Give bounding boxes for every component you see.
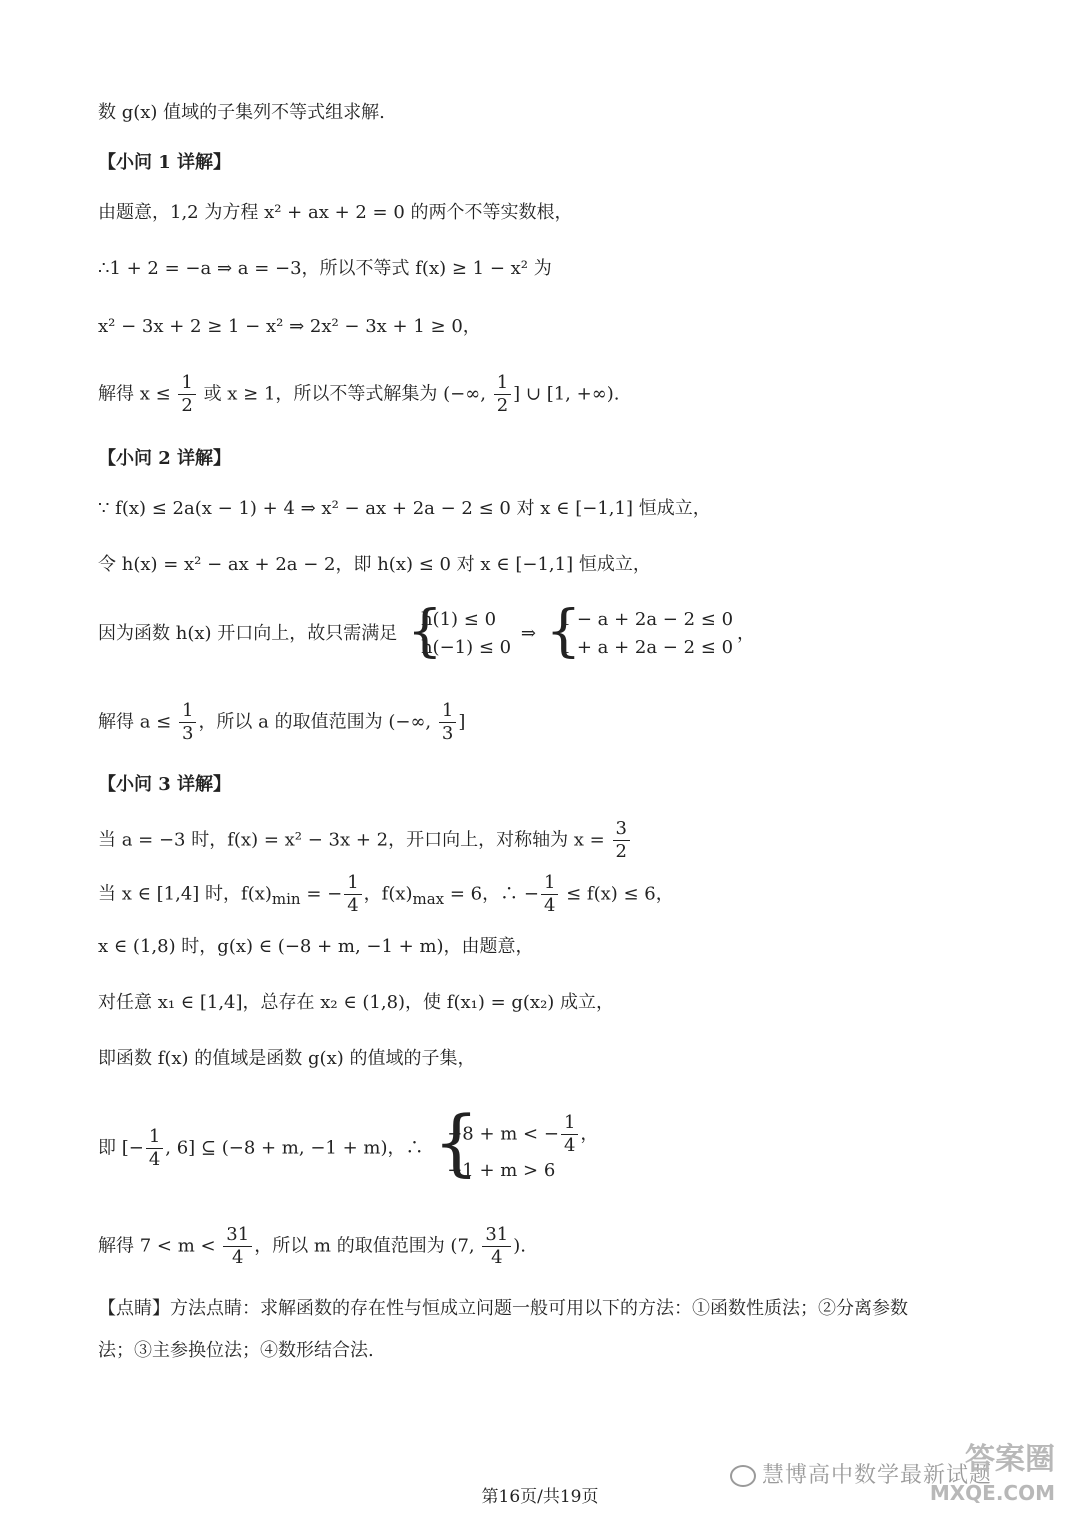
section-heading: [98, 444, 1010, 474]
line-text: 对任意 x₁ ∈ [1,4]，总存在 x₂ ∈ (1,8)，使 f(x₁) = g(x₂) 成立，: [98, 992, 615, 1013]
fraction-denominator: 4: [563, 1135, 576, 1156]
line-text: x ∈ (1,8) 时，g(x) ∈ (−8 + m, −1 + m)，由题意，: [98, 936, 534, 957]
fraction-numerator: 1: [146, 1126, 163, 1149]
fraction-numerator: 1: [179, 700, 196, 723]
fraction: [613, 818, 630, 863]
fraction-numerator: 1: [439, 700, 456, 723]
text-line: [98, 372, 1010, 417]
fraction: [482, 1224, 511, 1269]
line-text: 即函数 f(x) 的值域是函数 g(x) 的值域的子集，: [98, 1048, 476, 1069]
inequality-system: [433, 1100, 599, 1185]
line-text: 即 [−: [98, 1137, 144, 1159]
brace-glyph: {: [433, 1100, 480, 1184]
equation-system: [545, 599, 734, 664]
system-row-text: −8 + m < −: [447, 1123, 559, 1145]
line-text: 法；③主参换位法；④数形结合法.: [98, 1340, 374, 1361]
line-text: ，: [737, 623, 756, 644]
subscript: min: [271, 890, 301, 909]
fraction-denominator: 4: [347, 895, 359, 916]
brace-glyph: {: [406, 599, 443, 664]
fraction-denominator: 3: [181, 723, 194, 744]
fraction-numerator: 3: [613, 818, 630, 841]
line-text: 解得 x ≤: [98, 383, 177, 405]
fraction-denominator: 3: [441, 723, 454, 744]
line-text: 当 a = −3 时，f(x) = x² − 3x + 2，开口向上，对称轴为 x =: [98, 829, 611, 851]
watermark-text: 慧博高中数学最新试题: [762, 1463, 993, 1488]
line-text: 【点睛】方法点睛：求解函数的存在性与恒成立问题一般可用以下的方法：①函数性质法；②分离参数: [98, 1298, 908, 1319]
logo-text: 答案圈: [965, 1442, 1055, 1477]
page-number: 第16页/共19页: [481, 1487, 599, 1507]
fraction-numerator: 1: [494, 372, 511, 395]
fraction: [179, 700, 196, 745]
text-line: [98, 312, 1010, 342]
line-text: 解得 a ≤: [98, 711, 177, 733]
fraction: [146, 1126, 163, 1171]
text-line: [98, 1224, 1010, 1269]
heading-text: 【小问 1 详解】: [98, 152, 232, 173]
line-text: 数 g(x) 值域的子集列不等式组求解.: [98, 102, 385, 123]
text-line: [98, 1044, 1010, 1074]
line-text: 由题意，1,2 为方程 x² + ax + 2 = 0 的两个不等实数根，: [98, 202, 573, 223]
fraction-denominator: 4: [148, 1149, 161, 1170]
line-text: x² − 3x + 2 ≥ 1 − x² ⇒ 2x² − 3x + 1 ≥ 0，: [98, 316, 481, 337]
text-line: [98, 1100, 1010, 1185]
fraction: [223, 1224, 252, 1269]
equation-system: [406, 599, 512, 664]
system-row: 1 + a + 2a − 2 ≤ 0: [559, 637, 734, 658]
line-text: = −: [300, 883, 343, 905]
fraction: [541, 872, 558, 917]
text-line: [98, 988, 1010, 1018]
fraction-denominator: 4: [491, 1247, 503, 1268]
text-line: [98, 494, 1010, 524]
text-line: [98, 818, 1010, 863]
text-line: [98, 1336, 1010, 1366]
implies-arrow: ⇒: [515, 623, 542, 644]
fraction-numerator: 31: [482, 1224, 511, 1247]
fraction-denominator: 2: [181, 395, 193, 416]
fraction: [344, 872, 361, 917]
line-text: ，所以 m 的取值范围为 (7,: [254, 1235, 481, 1257]
text-line: [98, 599, 1010, 664]
line-text: ∵ f(x) ≤ 2a(x − 1) + 4 ⇒ x² − ax + 2a − 2 ≤ 0 对 x ∈ [−1,1] 恒成立，: [98, 498, 711, 519]
fraction-numerator: 1: [541, 872, 558, 895]
section-heading: [98, 770, 1010, 800]
fraction-numerator: 1: [178, 372, 195, 395]
line-text: = 6，∴ −: [444, 883, 539, 905]
fraction: [439, 700, 456, 745]
fraction-denominator: 4: [543, 895, 556, 916]
text-line: [98, 700, 1010, 745]
system-row: 1 − a + 2a − 2 ≤ 0: [559, 609, 734, 630]
text-line: [98, 550, 1010, 580]
line-text: ] ∪ [1, +∞).: [513, 383, 620, 405]
subscript: max: [412, 890, 445, 909]
text-line: [98, 872, 1010, 917]
line-text: 令 h(x) = x² − ax + 2a − 2，即 h(x) ≤ 0 对 x ∈ [−1,1] 恒成立，: [98, 554, 651, 575]
system-row: h(1) ≤ 0: [420, 609, 497, 630]
fraction: [178, 372, 195, 417]
line-text: 或 x ≥ 1，所以不等式解集为 (−∞,: [197, 383, 492, 405]
heading-text: 【小问 2 详解】: [98, 448, 232, 469]
line-text: 解得 7 < m <: [98, 1235, 222, 1257]
logo-domain: MXQE.COM: [929, 1481, 1055, 1505]
system-row-text: ，: [580, 1123, 599, 1145]
line-text: ]: [458, 711, 466, 733]
line-text: ≤ f(x) ≤ 6，: [560, 883, 674, 905]
line-text: , 6] ⊆ (−8 + m, −1 + m)，∴: [165, 1137, 424, 1159]
text-line: [98, 98, 1010, 128]
fraction: [494, 372, 511, 417]
system-row: h(−1) ≤ 0: [420, 637, 512, 658]
line-text: 当 x ∈ [1,4] 时，f(x): [98, 883, 272, 905]
fraction-numerator: 31: [223, 1224, 252, 1247]
fraction-denominator: 2: [496, 395, 509, 416]
text-line: [98, 254, 1010, 284]
text-line: [98, 198, 1010, 228]
section-heading: [98, 148, 1010, 178]
brace-glyph: {: [545, 599, 582, 664]
line-text: ，所以 a 的取值范围为 (−∞,: [198, 711, 437, 733]
fraction: [561, 1112, 578, 1157]
text-line: [98, 1294, 1010, 1324]
line-text: ，f(x): [363, 883, 413, 905]
line-text: 因为函数 h(x) 开口向上，故只需满足: [98, 623, 398, 644]
text-line: [98, 932, 1010, 962]
fraction-numerator: 1: [344, 872, 361, 895]
line-text: ∴1 + 2 = −a ⇒ a = −3，所以不等式 f(x) ≥ 1 − x² 为: [98, 258, 552, 279]
heading-text: 【小问 3 详解】: [98, 774, 232, 795]
fraction-numerator: 1: [561, 1112, 578, 1135]
line-text: ).: [513, 1235, 527, 1257]
fraction-denominator: 4: [232, 1247, 244, 1268]
fraction-denominator: 2: [615, 841, 627, 862]
system-row: −1 + m > 6: [447, 1160, 556, 1181]
